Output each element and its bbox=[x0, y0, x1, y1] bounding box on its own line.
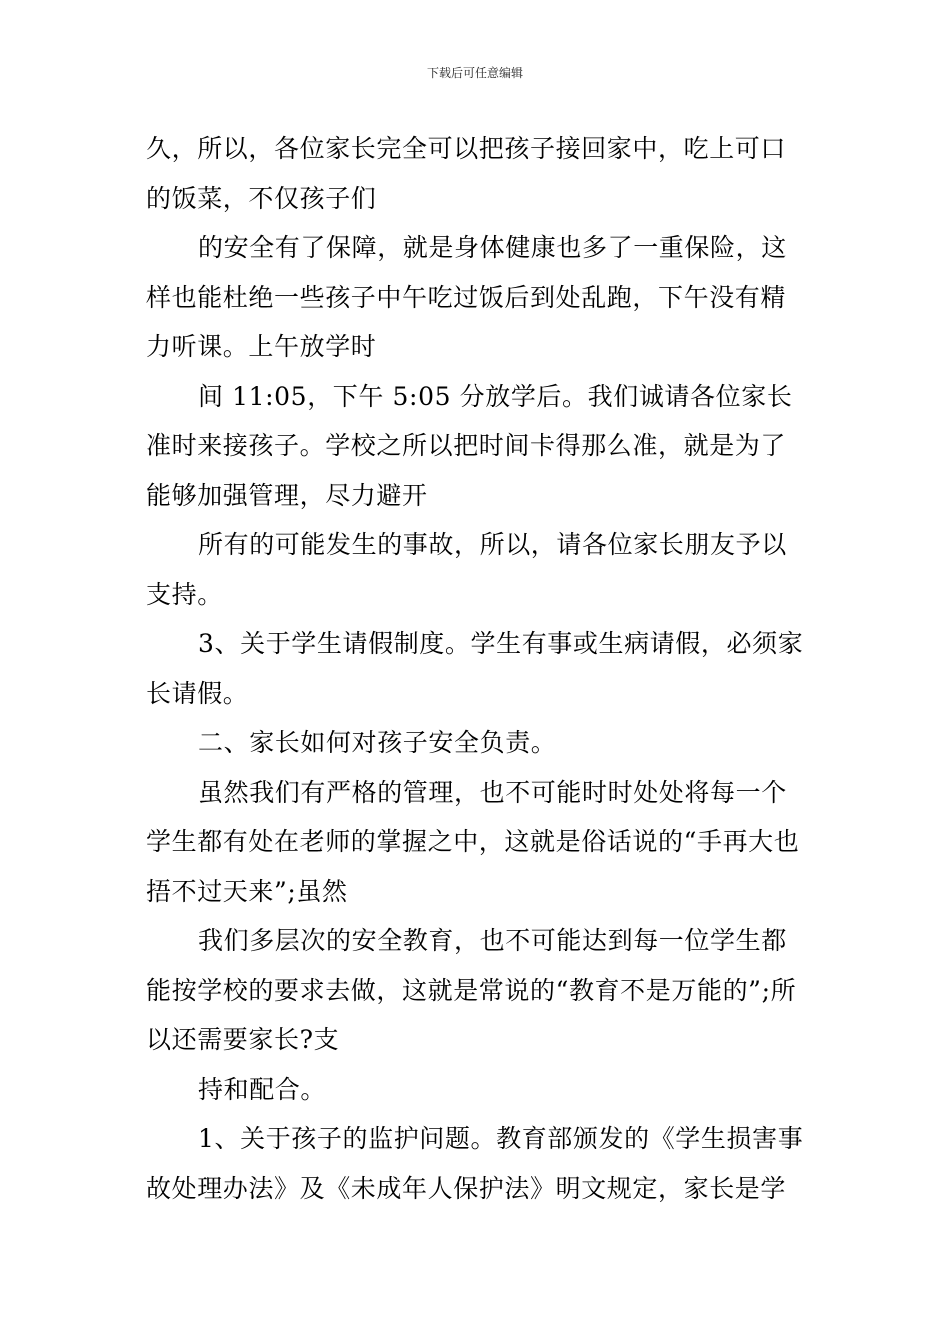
page-header: 下载后可任意编辑 bbox=[426, 66, 523, 80]
paragraph: 所有的可能发生的事故，所以，请各位家长朋友予以支持。 bbox=[146, 530, 787, 609]
paragraph: 间 11:05，下午 5:05 分放学后。我们诚请各位家长准时来接孩子。学校之所以把时间卡得那么准，就是为了能够加强管理，尽力避开 bbox=[146, 381, 793, 510]
paragraph: 持和配合。 bbox=[198, 1074, 327, 1104]
paragraph: 的安全有了保障，就是身体健康也多了一重保险，这样也能杜绝一些孩子中午吃过饭后到处乱跑，下午没有精力听课。上午放学时 bbox=[146, 233, 787, 361]
paragraph-continued: 久，所以，各位家长完全可以把孩子接回家中，吃上可口的饭菜，不仅孩子们 bbox=[146, 134, 787, 213]
document-body bbox=[146, 124, 808, 1213]
paragraph: 我们多层次的安全教育，也不可能达到每一位学生都能按学校的要求去做，这就是常说的“教育不是万能的”;所以还需要家长?支 bbox=[146, 926, 797, 1054]
paragraph: 1、关于孩子的监护问题。教育部颁发的《学生损害事故处理办法》及《未成年人保护法》明文规定，家长是学 bbox=[146, 1124, 804, 1203]
paragraph: 虽然我们有严格的管理，也不可能时时处处将每一个学生都有处在老师的掌握之中，这就是俗话说的“手再大也捂不过天来”;虽然 bbox=[146, 777, 800, 906]
section-heading: 二、家长如何对孩子安全负责。 bbox=[198, 728, 557, 757]
paragraph: 3、关于学生请假制度。学生有事或生病请假，必须家长请假。 bbox=[146, 629, 804, 708]
